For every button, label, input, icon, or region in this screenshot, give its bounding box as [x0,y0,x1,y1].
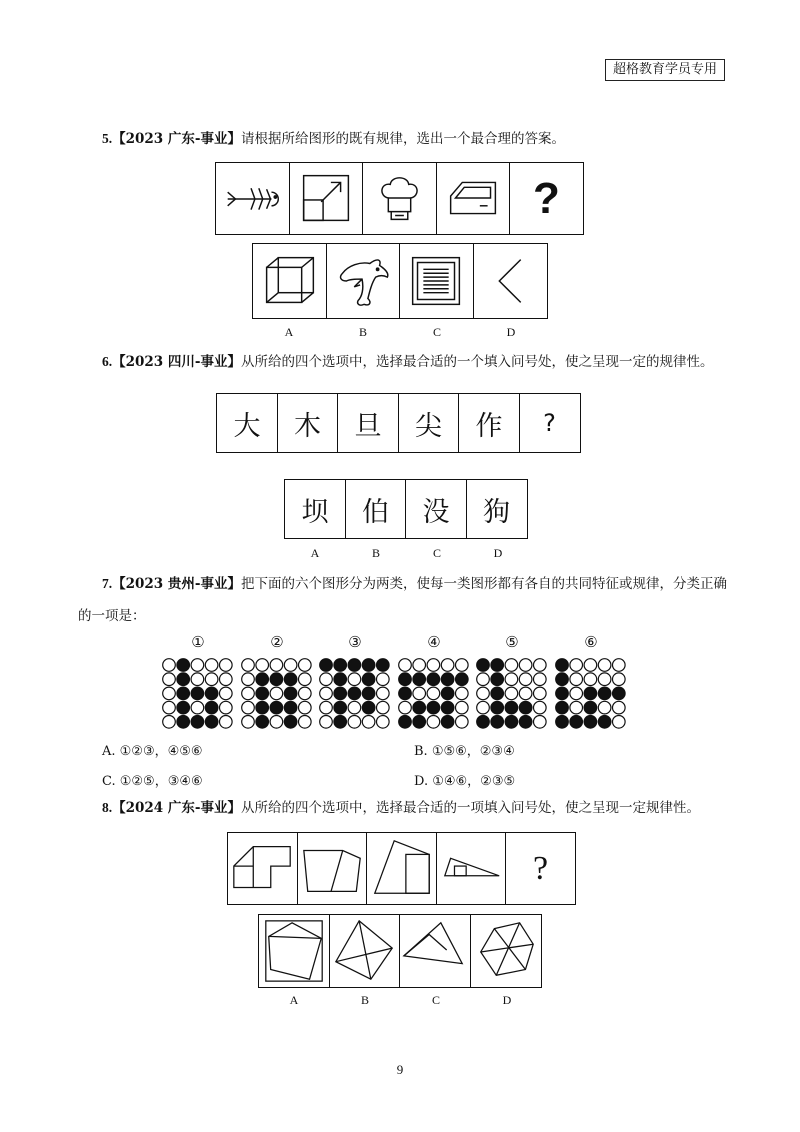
empty-dot [570,673,583,686]
question-mark: ? [533,173,560,223]
filled-dot [584,687,597,700]
filled-dot [177,673,190,686]
filled-dot [205,716,218,729]
empty-dot [456,687,469,700]
empty-dot [598,673,611,686]
empty-dot [320,673,333,686]
filled-dot [191,716,204,729]
empty-dot [427,687,440,700]
filled-dot [613,687,626,700]
empty-dot [598,659,611,672]
filled-dot [399,687,412,700]
filled-dot [556,659,569,672]
empty-dot [220,673,233,686]
q6-number: 6. [102,354,113,369]
filled-dot [284,673,297,686]
q7-tag: 【2023 贵州-事业】 [112,576,242,592]
q6-question-mark: ? [519,393,581,453]
filled-dot [413,673,426,686]
empty-dot [477,673,490,686]
filled-dot [256,687,269,700]
empty-dot [299,701,312,714]
q5-text: 请根据所给图形的既有规律，选出一个最合理的答案。 [241,131,566,147]
filled-dot [491,673,504,686]
filled-dot [320,659,333,672]
filled-dot [505,701,518,714]
filled-dot [362,687,375,700]
filled-dot [334,659,347,672]
empty-dot [613,659,626,672]
filled-dot [598,687,611,700]
filled-dot [491,716,504,729]
empty-dot [256,659,269,672]
empty-dot [399,701,412,714]
chef-hat-icon [362,162,437,235]
empty-dot [348,673,361,686]
q7-text-line2: 的一项是： [78,608,146,624]
empty-dot [242,701,255,714]
filled-dot [348,687,361,700]
filled-dot [334,716,347,729]
filled-dot [413,716,426,729]
q7-title [102,575,727,593]
filled-dot [362,659,375,672]
empty-dot [299,687,312,700]
filled-dot [477,716,490,729]
q7-text-line1: 把下面的六个图形分为两类，使每一类图形都有各自的共同特征或规律，分类正确 [241,576,728,592]
empty-dot [163,687,176,700]
q5-number: 5. [102,131,113,146]
empty-dot [362,716,375,729]
triangle-rectangle-icon [366,832,437,905]
empty-dot [598,701,611,714]
filled-dot [441,716,454,729]
empty-dot [377,673,390,686]
q7-figure-number-4: ④ [427,633,441,651]
q7-option-b[interactable]: B. ①⑤⑥，②③④ [414,744,515,759]
filled-dot [584,701,597,714]
angle-bracket-icon[interactable] [473,243,548,319]
empty-dot [320,687,333,700]
empty-dot [299,673,312,686]
empty-dot [348,716,361,729]
filled-dot [362,673,375,686]
square-arrow-icon [289,162,364,235]
filled-dot [441,687,454,700]
q7-figure-number-2: ② [270,633,284,651]
filled-dot [284,701,297,714]
q6-char-2: 木 [277,393,339,453]
filled-dot [399,716,412,729]
empty-dot [163,716,176,729]
filled-dot [441,701,454,714]
empty-dot [519,673,532,686]
q6-question-row [216,393,581,453]
filled-dot [177,659,190,672]
empty-dot [163,673,176,686]
q5-label-c: C [432,325,442,339]
filled-dot [205,701,218,714]
empty-dot [505,687,518,700]
empty-dot [163,659,176,672]
empty-dot [505,659,518,672]
empty-dot [299,716,312,729]
student-badge: 超格教育学员专用 [605,59,725,81]
q6-char-1: 大 [216,393,278,453]
filled-dot [505,716,518,729]
dot-grid-figure-3 [319,658,391,730]
empty-dot [613,716,626,729]
empty-dot [534,659,547,672]
empty-dot [242,659,255,672]
filled-dot [519,716,532,729]
filled-dot [256,701,269,714]
empty-dot [348,701,361,714]
empty-dot [270,659,283,672]
q6-char-4: 尖 [398,393,460,453]
hexagon-lines-icon[interactable] [470,914,542,988]
filled-dot [598,716,611,729]
empty-dot [456,659,469,672]
empty-dot [427,716,440,729]
q5-label-b: B [358,325,368,339]
filled-dot [427,673,440,686]
filled-dot [477,659,490,672]
empty-dot [570,701,583,714]
q6-option-c[interactable]: 没 [405,479,467,539]
q6-tag: 【2023 四川-事业】 [112,354,242,370]
dot-grid-figure-1 [162,658,234,730]
filled-dot [399,673,412,686]
filled-dot [441,673,454,686]
filled-dot [177,687,190,700]
filled-dot [456,673,469,686]
empty-dot [584,659,597,672]
q5-label-d: D [506,325,516,339]
empty-dot [220,701,233,714]
cube-icon[interactable] [252,243,327,319]
empty-dot [534,687,547,700]
empty-dot [242,673,255,686]
empty-dot [613,673,626,686]
question-mark-cell [505,832,576,905]
q8-option-row [258,914,542,988]
q8-label-b: B [360,993,370,1007]
filled-dot [491,659,504,672]
filled-dot [362,701,375,714]
filled-dot [177,701,190,714]
filled-dot [177,716,190,729]
empty-dot [191,673,204,686]
q6-option-row [284,479,528,539]
empty-dot [505,673,518,686]
q7-figure-number-1: ① [191,633,205,651]
filled-dot [270,673,283,686]
empty-dot [427,659,440,672]
empty-dot [320,701,333,714]
square-in-square-icon[interactable] [258,914,330,988]
q6-label-d: D [493,546,503,560]
empty-dot [519,687,532,700]
filled-dot [334,687,347,700]
q8-label-a: A [289,993,299,1007]
q6-option-b[interactable]: 伯 [345,479,407,539]
q5-question-row [215,162,584,235]
empty-dot [584,673,597,686]
empty-dot [220,687,233,700]
q7-figure-number-3: ③ [348,633,362,651]
lined-square-icon[interactable] [399,243,474,319]
filled-dot [413,701,426,714]
empty-dot [441,659,454,672]
filled-dot [256,716,269,729]
page-number: 9 [396,1062,404,1077]
q5-label-a: A [284,325,294,339]
kite-polygon-icon[interactable] [329,914,401,988]
empty-dot [205,673,218,686]
q6-title [102,353,714,371]
q6-char-5: 作 [458,393,520,453]
q7-figure-number-6: ⑥ [584,633,598,651]
q7-option-c[interactable]: C. ①②⑤，③④⑥ [102,774,203,789]
filled-dot [205,687,218,700]
q6-char-3: 旦 [337,393,399,453]
empty-dot [534,716,547,729]
filled-dot [334,701,347,714]
wedge-icon [436,832,507,905]
empty-dot [377,716,390,729]
q5-option-row [252,243,548,319]
empty-dot [519,659,532,672]
filled-dot [270,701,283,714]
q8-text: 从所给的四个选项中，选择最合适的一项填入问号处，使之呈现一定规律性。 [241,800,701,816]
filled-dot [427,701,440,714]
empty-dot [477,701,490,714]
filled-dot [491,687,504,700]
question-mark: ? [532,849,549,887]
empty-dot [534,673,547,686]
q6-option-a[interactable]: 坝 [284,479,346,539]
empty-dot [570,687,583,700]
filled-dot [191,687,204,700]
crossed-lines-icon[interactable] [399,914,471,988]
empty-dot [220,659,233,672]
dolphin-icon[interactable] [326,243,401,319]
fishbone-icon [215,162,290,235]
filled-dot [348,659,361,672]
q5-title [102,130,565,148]
q8-label-c: C [431,993,441,1007]
empty-dot [534,701,547,714]
dot-grid-figure-5 [476,658,548,730]
empty-dot [270,687,283,700]
q6-label-c: C [432,546,442,560]
empty-dot [163,701,176,714]
empty-dot [284,659,297,672]
filled-dot [556,716,569,729]
dot-grid-figure-6 [555,658,627,730]
empty-dot [220,716,233,729]
q7-option-d[interactable]: D. ①④⑥，②③⑤ [414,774,516,789]
q8-label-d: D [502,993,512,1007]
empty-dot [399,659,412,672]
house-polygon-icon [227,832,298,905]
empty-dot [456,716,469,729]
filled-dot [584,716,597,729]
q7-option-a[interactable]: A. ①②③，④⑤⑥ [102,744,203,759]
filled-dot [556,701,569,714]
quadrilateral-icon [297,832,368,905]
empty-dot [242,687,255,700]
q8-title [102,799,700,817]
empty-dot [413,659,426,672]
empty-dot [270,716,283,729]
dot-grid-figure-2 [241,658,313,730]
empty-dot [456,701,469,714]
q7-number: 7. [102,576,113,591]
empty-dot [191,701,204,714]
q6-option-d[interactable]: 狗 [466,479,528,539]
q8-question-row [227,832,576,905]
question-mark-cell [509,162,584,235]
filled-dot [284,687,297,700]
empty-dot [320,716,333,729]
empty-dot [477,687,490,700]
q7-figure-number-5: ⑤ [505,633,519,651]
filled-dot [556,687,569,700]
empty-dot [191,659,204,672]
q6-text: 从所给的四个选项中，选择最合适的一个填入问号处，使之呈现一定的规律性。 [241,354,714,370]
filled-dot [491,701,504,714]
filled-dot [256,673,269,686]
empty-dot [377,701,390,714]
filled-dot [519,701,532,714]
q6-label-b: B [371,546,381,560]
empty-dot [613,701,626,714]
q8-tag: 【2024 广东-事业】 [112,800,242,816]
empty-dot [299,659,312,672]
empty-dot [377,687,390,700]
q5-tag: 【2023 广东-事业】 [112,131,242,147]
filled-dot [284,716,297,729]
filled-dot [570,716,583,729]
empty-dot [570,659,583,672]
empty-dot [205,659,218,672]
dot-grid-figure-4 [398,658,470,730]
empty-dot [413,687,426,700]
filled-dot [556,673,569,686]
q8-number: 8. [102,800,113,815]
filled-dot [377,659,390,672]
filled-dot [334,673,347,686]
empty-dot [242,716,255,729]
q6-label-a: A [310,546,320,560]
car-door-icon [436,162,511,235]
